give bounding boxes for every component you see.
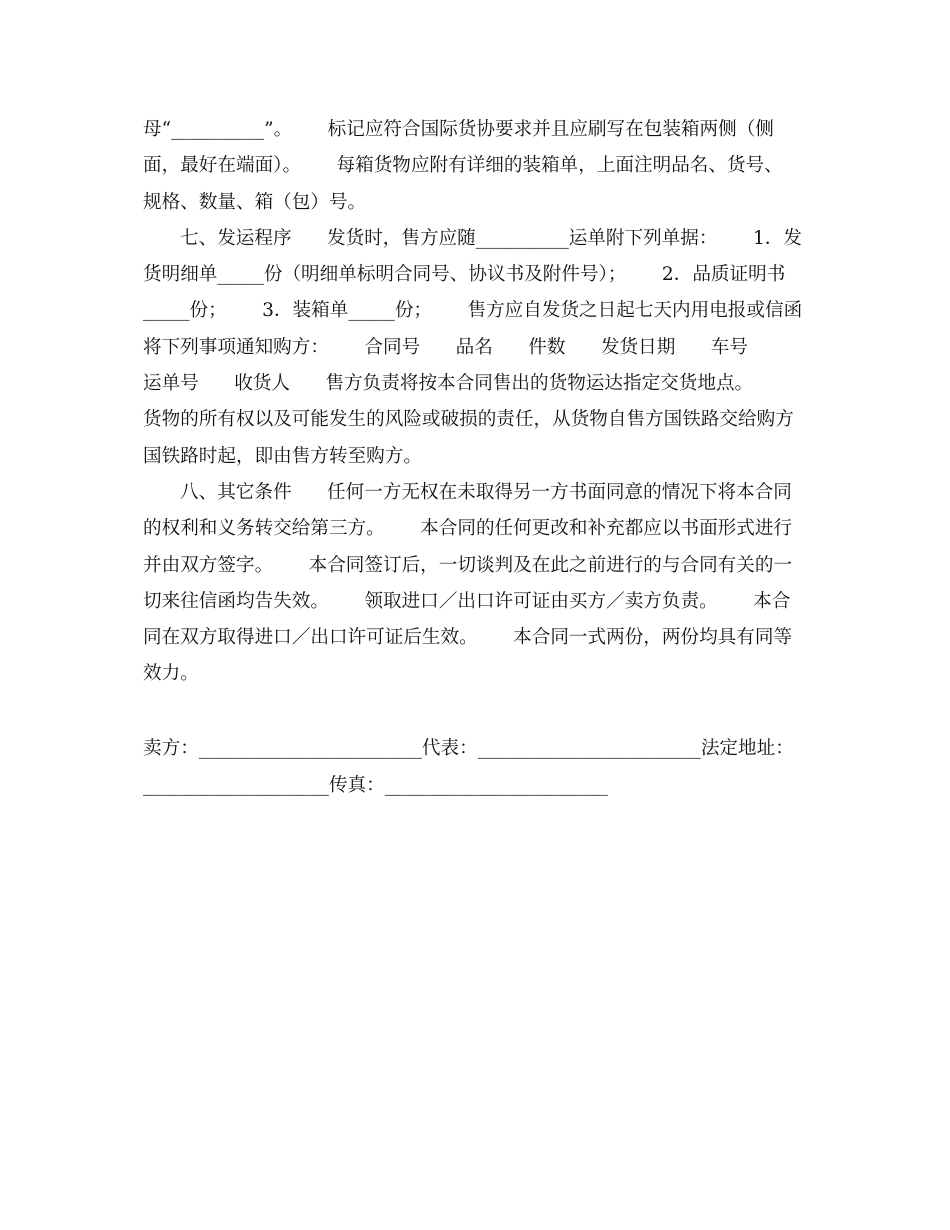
- text-line: 母“__________”。 标记应符合国际货协要求并且应刷写在包装箱两侧（侧: [143, 119, 774, 140]
- text-line: 面，最好在端面）。 每箱货物应附有详细的装箱单，上面注明品名、货号、: [143, 155, 783, 177]
- text-line: 效力。: [143, 663, 199, 685]
- text-line: _____份； 3．装箱单_____份； 售方应自发货之日起七天内用电报或信函: [143, 300, 803, 322]
- text-line: 并由双方签字。 本合同签订后，一切谈判及在此之前进行的与合同有关的一: [143, 554, 793, 576]
- contract-body: [143, 112, 823, 693]
- fax-signature-line: ____________________传真：________________________: [143, 775, 608, 796]
- section-heading-shipping-procedure: 七、发运程序 发货时，售方应随__________运单附下列单据： 1．发: [180, 227, 802, 249]
- text-line: 运单号 收货人 售方负责将按本合同售出的货物运达指定交货地点。: [143, 373, 754, 395]
- text-line: 将下列事项通知购方： 合同号 品名 件数 发货日期 车号: [143, 336, 748, 358]
- text-line: 的权利和义务转交给第三方。 本合同的任何更改和补充都应以书面形式进行: [143, 518, 793, 540]
- seller-signature-line: 卖方：________________________代表：________________________法定地址：: [143, 738, 794, 759]
- text-line: 同在双方取得进口／出口许可证后生效。 本合同一式两份，两份均具有同等: [143, 627, 793, 649]
- text-line: 国铁路时起，即由售方转至购方。: [143, 445, 422, 467]
- signature-block: [143, 730, 843, 804]
- section-heading-other-terms: 八、其它条件 任何一方无权在未取得另一方书面同意的情况下将本合同: [180, 481, 792, 503]
- text-line: 货物的所有权以及可能发生的风险或破损的责任，从货物自售方国铁路交给购方: [143, 409, 794, 431]
- text-line: 切来往信函均告失效。 领取进口／出口许可证由买方／卖方负责。 本合: [143, 590, 791, 612]
- text-line: 货明细单_____份（明细单标明合同号、协议书及附件号）； 2．品质证明书: [143, 264, 786, 286]
- text-line: 规格、数量、箱（包）号。: [143, 191, 367, 213]
